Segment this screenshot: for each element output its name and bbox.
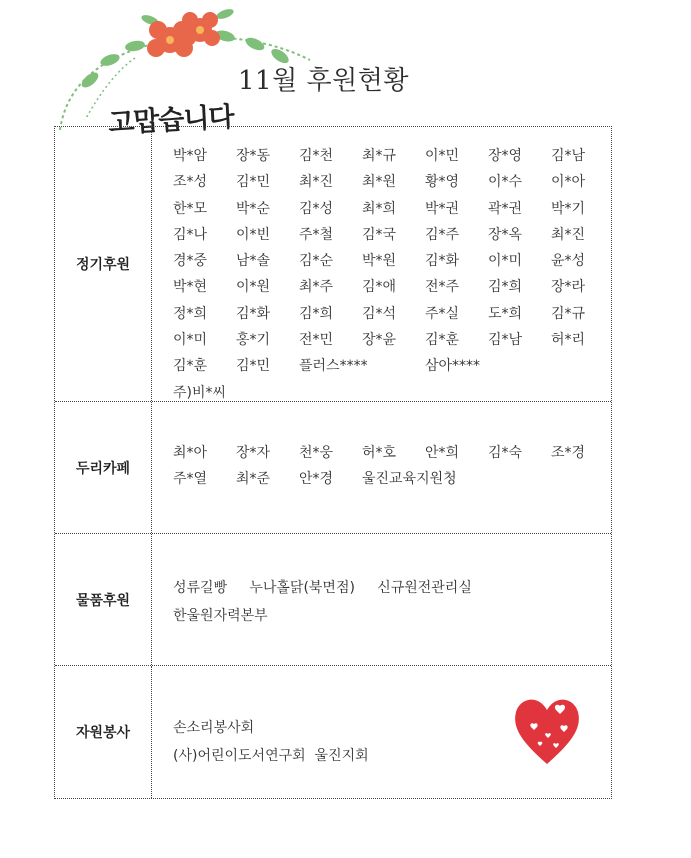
donor-name: 경*중 bbox=[173, 253, 208, 270]
donor-name: 김*희 bbox=[299, 305, 334, 322]
donor-name: 황*영 bbox=[425, 174, 460, 191]
donor-name: 김*규 bbox=[551, 305, 586, 322]
donor-line: 성류길빵 누나홀닭(북면점) 신규원전관리실 bbox=[173, 580, 472, 596]
section-label: 정기후원 bbox=[55, 127, 152, 401]
donor-line: 손소리봉사회 bbox=[173, 720, 255, 736]
donor-name: 이*수 bbox=[488, 174, 523, 191]
donor-name: 조*경 bbox=[551, 445, 586, 461]
donor-line: (사)어린이도서연구회 울진지회 bbox=[173, 748, 369, 764]
donor-lines bbox=[173, 574, 472, 630]
donor-name: 김*남 bbox=[551, 148, 586, 164]
donor-name: 김*화 bbox=[236, 305, 271, 322]
donor-name: 박*기 bbox=[551, 200, 586, 217]
donor-name: 박*권 bbox=[425, 200, 460, 217]
donor-name: 주*열 bbox=[173, 471, 208, 488]
donor-name: 김*화 bbox=[425, 253, 460, 270]
donor-name: 박*순 bbox=[236, 200, 271, 217]
donor-name: 최*진 bbox=[299, 174, 334, 191]
donor-name: 김*주 bbox=[425, 226, 460, 243]
donor-name: 김*천 bbox=[299, 148, 334, 164]
donor-name: 이*미 bbox=[173, 332, 208, 349]
donor-name: 안*희 bbox=[425, 445, 460, 461]
donor-name: 이*빈 bbox=[236, 226, 271, 243]
donor-name: 허*리 bbox=[551, 332, 586, 349]
section-label: 두리카페 bbox=[55, 402, 152, 533]
donor-name: 김*훈 bbox=[425, 332, 460, 349]
donor-name: 천*웅 bbox=[299, 445, 334, 461]
donor-name: 장*영 bbox=[488, 148, 523, 164]
donor-name: 도*희 bbox=[488, 305, 523, 322]
donor-name: 김*석 bbox=[362, 305, 397, 322]
donor-name: 홍*기 bbox=[236, 332, 271, 349]
donor-name: 주*실 bbox=[425, 305, 460, 322]
donor-name: 전*민 bbox=[299, 332, 334, 349]
donor-name: 삼아**** bbox=[425, 358, 481, 375]
donor-name: 박*현 bbox=[173, 279, 208, 296]
donor-name: 이*원 bbox=[236, 279, 271, 296]
donor-name: 김*순 bbox=[299, 253, 334, 270]
donor-name: 허*호 bbox=[362, 445, 397, 461]
donor-name: 최*원 bbox=[362, 174, 397, 191]
donor-name: 김*희 bbox=[488, 279, 523, 296]
page-title: 11월 후원현황 bbox=[238, 66, 409, 96]
thanks-lettering: 고맙습니다 bbox=[107, 101, 235, 140]
donor-name: 김*훈 bbox=[173, 358, 208, 375]
donor-name: 김*민 bbox=[236, 358, 271, 375]
donor-name: 박*원 bbox=[362, 253, 397, 270]
section-cafe bbox=[55, 401, 611, 533]
donor-name: 남*솔 bbox=[236, 253, 271, 270]
donor-name: 김*남 bbox=[488, 332, 523, 349]
donor-name: 장*동 bbox=[236, 148, 271, 164]
donor-list bbox=[173, 440, 603, 493]
donor-name: 장*윤 bbox=[362, 332, 397, 349]
donor-name: 전*주 bbox=[425, 279, 460, 296]
donor-name: 최*주 bbox=[299, 279, 334, 296]
donor-list bbox=[173, 143, 603, 406]
section-goods bbox=[55, 533, 611, 665]
donor-name: 김*성 bbox=[299, 200, 334, 217]
donor-name: 장*옥 bbox=[488, 226, 523, 243]
donor-name: 곽*권 bbox=[488, 200, 523, 217]
section-label: 물품후원 bbox=[55, 534, 152, 665]
donor-name: 박*암 bbox=[173, 148, 208, 164]
donor-name: 최*아 bbox=[173, 445, 208, 461]
donor-name: 플러스**** bbox=[299, 358, 368, 375]
donor-name: 이*아 bbox=[551, 174, 586, 191]
donor-name: 한*모 bbox=[173, 200, 208, 217]
heart-icon bbox=[512, 690, 582, 766]
donor-name: 울진교육지원청 bbox=[362, 471, 457, 488]
donor-name: 장*라 bbox=[551, 279, 586, 296]
donor-name: 이*미 bbox=[488, 253, 523, 270]
donor-name: 조*성 bbox=[173, 174, 208, 191]
donor-name: 최*진 bbox=[551, 226, 586, 243]
donor-name: 장*자 bbox=[236, 445, 271, 461]
donor-name: 김*민 bbox=[236, 174, 271, 191]
donor-name: 최*규 bbox=[362, 148, 397, 164]
section-label: 자원봉사 bbox=[55, 666, 152, 798]
donor-name: 김*애 bbox=[362, 279, 397, 296]
donor-name: 최*준 bbox=[236, 471, 271, 488]
donor-name: 김*숙 bbox=[488, 445, 523, 461]
donor-name: 김*국 bbox=[362, 226, 397, 243]
donor-name: 김*나 bbox=[173, 226, 208, 243]
donor-lines bbox=[173, 714, 369, 770]
donor-name: 주)비*씨 bbox=[173, 384, 227, 401]
section-regular bbox=[55, 127, 611, 401]
donor-name: 정*희 bbox=[173, 305, 208, 322]
donor-name: 최*희 bbox=[362, 200, 397, 217]
donor-name: 주*철 bbox=[299, 226, 334, 243]
donor-line: 한울원자력본부 bbox=[173, 608, 268, 624]
donor-name: 윤*성 bbox=[551, 253, 586, 270]
donor-name: 안*경 bbox=[299, 471, 334, 488]
donor-name: 이*민 bbox=[425, 148, 460, 164]
